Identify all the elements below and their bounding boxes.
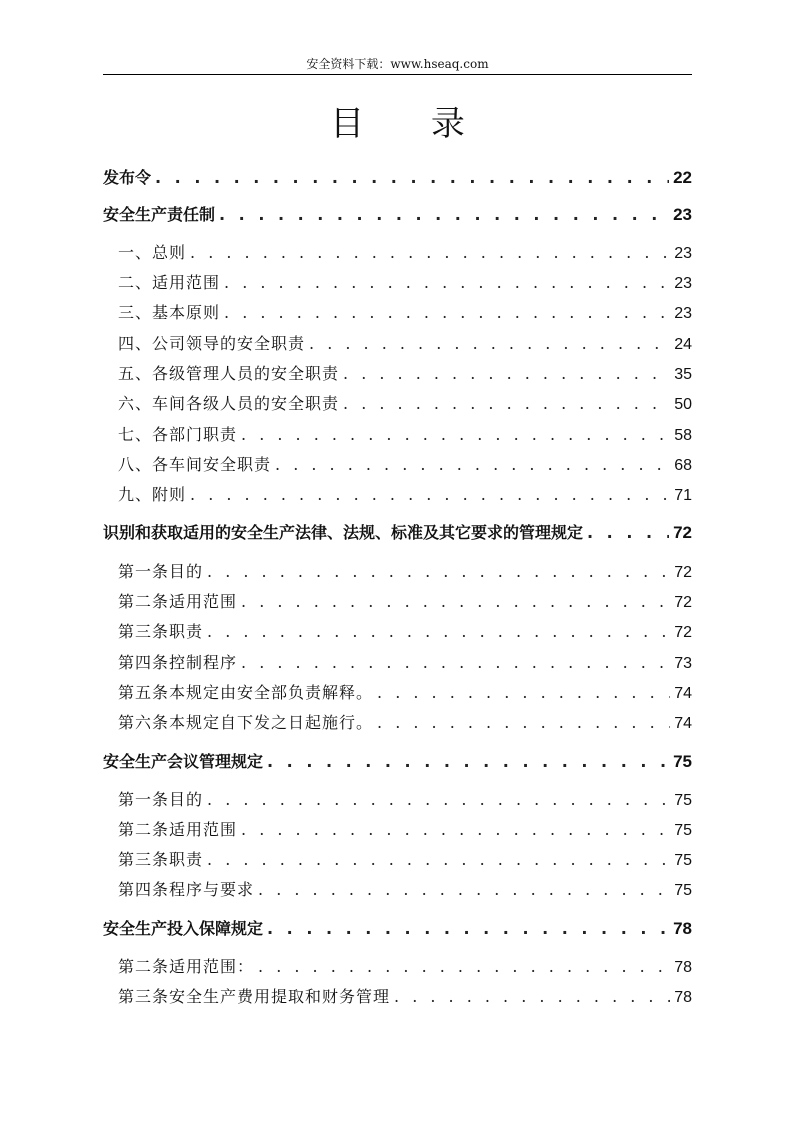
toc-entry-label: 第二条适用范围：: [118, 957, 255, 976]
toc-section-entry[interactable]: [118, 619, 692, 643]
toc-entry-label: 九、附则: [118, 485, 187, 504]
page-header: 安全资料下载：www.hseaq.com: [306, 57, 489, 71]
toc-page-number: 75: [674, 882, 692, 899]
toc-dot-leader: [207, 790, 670, 809]
toc-dot-leader: [241, 425, 670, 444]
toc-section-entry[interactable]: [118, 710, 692, 734]
toc-dot-leader: [155, 168, 669, 187]
toc-section-entry[interactable]: [118, 361, 692, 385]
toc-entry-label: 第五条本规定由安全部负责解释。: [118, 683, 374, 702]
toc-page-number: 23: [674, 305, 692, 322]
toc-dot-leader: [224, 303, 670, 322]
toc-section-entry[interactable]: [118, 331, 692, 355]
toc-dot-leader: [587, 523, 669, 542]
toc-entry-label: 第三条职责: [118, 850, 204, 869]
toc-dot-leader: [241, 592, 670, 611]
toc-section-entry[interactable]: [118, 559, 692, 583]
toc-dot-leader: [190, 243, 670, 262]
toc-page-number: 50: [674, 396, 692, 413]
toc-section-entry[interactable]: [118, 650, 692, 674]
toc-page-number: 75: [673, 752, 692, 771]
toc-page-number: 68: [674, 457, 692, 474]
toc-entry-label: 二、适用范围: [118, 273, 221, 292]
toc-page-number: 74: [674, 685, 692, 702]
toc-chapter-entry[interactable]: [103, 520, 692, 544]
toc-page-number: 74: [674, 715, 692, 732]
toc-page-number: 78: [674, 989, 692, 1006]
toc-entry-label: 安全生产会议管理规定: [103, 752, 264, 771]
toc-entry-label: 八、各车间安全职责: [118, 455, 272, 474]
toc-page-number: 75: [674, 792, 692, 809]
toc-dot-leader: [190, 485, 670, 504]
toc-page-number: 78: [674, 959, 692, 976]
toc-page-number: 78: [673, 919, 692, 938]
toc-page-number: 75: [674, 822, 692, 839]
toc-dot-leader: [241, 653, 670, 672]
toc-page-number: 22: [673, 168, 692, 187]
toc-page-number: 24: [674, 336, 692, 353]
toc-entry-label: 第二条适用范围: [118, 592, 238, 611]
toc-page-number: 71: [674, 487, 692, 504]
toc-section-entry[interactable]: [118, 877, 692, 901]
toc-entry-label: 四、公司领导的安全职责: [118, 334, 306, 353]
toc-dot-leader: [309, 334, 670, 353]
toc-entry-label: 一、总则: [118, 243, 187, 262]
toc-entry-label: 第三条职责: [118, 622, 204, 641]
toc-page-number: 72: [674, 594, 692, 611]
toc-page-number: 72: [674, 624, 692, 641]
toc-section-entry[interactable]: [118, 452, 692, 476]
toc-chapter-entry[interactable]: [103, 165, 692, 189]
toc-entry-label: 第三条安全生产费用提取和财务管理: [118, 987, 391, 1006]
toc-page-number: 73: [674, 655, 692, 672]
toc-page-number: 23: [674, 245, 692, 262]
toc-section-entry[interactable]: [118, 270, 692, 294]
toc-chapter-entry[interactable]: [103, 202, 692, 226]
toc-chapter-entry[interactable]: [103, 916, 692, 940]
toc-section-entry[interactable]: [118, 391, 692, 415]
toc-section-entry[interactable]: [118, 787, 692, 811]
toc-entry-label: 第一条目的: [118, 562, 204, 581]
toc-entry-label: 三、基本原则: [118, 303, 221, 322]
toc-section-entry[interactable]: [118, 847, 692, 871]
toc-section-entry[interactable]: [118, 240, 692, 264]
toc-section-entry[interactable]: [118, 817, 692, 841]
toc-dot-leader: [377, 713, 670, 732]
toc-section-entry[interactable]: [118, 422, 692, 446]
toc-page-number: 75: [674, 852, 692, 869]
toc-dot-leader: [394, 987, 670, 1006]
toc-section-entry[interactable]: [118, 680, 692, 704]
toc-dot-leader: [207, 850, 670, 869]
toc-dot-leader: [343, 364, 670, 383]
toc-section-entry[interactable]: [118, 984, 692, 1008]
toc-page-number: 72: [674, 564, 692, 581]
toc-entry-label: 第六条本规定自下发之日起施行。: [118, 713, 374, 732]
toc-entry-label: 七、各部门职责: [118, 425, 238, 444]
toc-dot-leader: [224, 273, 670, 292]
toc-dot-leader: [241, 820, 670, 839]
toc-page-number: 35: [674, 366, 692, 383]
toc-entry-label: 五、各级管理人员的安全职责: [118, 364, 340, 383]
toc-entry-label: 发布令: [103, 168, 152, 187]
toc-entry-label: 第四条控制程序: [118, 653, 238, 672]
toc-page-number: 72: [673, 523, 692, 542]
header-rule: [103, 74, 692, 75]
toc-entry-label: 六、车间各级人员的安全职责: [118, 394, 340, 413]
toc-page-number: 23: [673, 205, 692, 224]
toc-entry-label: 第四条程序与要求: [118, 880, 255, 899]
toc-dot-leader: [275, 455, 670, 474]
toc-section-entry[interactable]: [118, 589, 692, 613]
toc-entry-label: 第一条目的: [118, 790, 204, 809]
toc-dot-leader: [219, 205, 669, 224]
toc-section-entry[interactable]: [118, 300, 692, 324]
toc-section-entry[interactable]: [118, 954, 692, 978]
toc-section-entry[interactable]: [118, 482, 692, 506]
toc-dot-leader: [267, 919, 669, 938]
toc-page-number: 58: [674, 427, 692, 444]
page-title: 目 录: [330, 104, 493, 144]
toc-entry-label: 第二条适用范围: [118, 820, 238, 839]
toc-entry-label: 安全生产责任制: [103, 205, 216, 224]
toc-page-number: 23: [674, 275, 692, 292]
toc-entry-label: 安全生产投入保障规定: [103, 919, 264, 938]
toc-dot-leader: [207, 562, 670, 581]
toc-dot-leader: [343, 394, 670, 413]
toc-entry-label: 识别和获取适用的安全生产法律、法规、标准及其它要求的管理规定: [103, 523, 584, 542]
toc-dot-leader: [258, 880, 670, 899]
toc-dot-leader: [377, 683, 670, 702]
toc-dot-leader: [258, 957, 670, 976]
toc-dot-leader: [267, 752, 669, 771]
toc-chapter-entry[interactable]: [103, 749, 692, 773]
toc-dot-leader: [207, 622, 670, 641]
